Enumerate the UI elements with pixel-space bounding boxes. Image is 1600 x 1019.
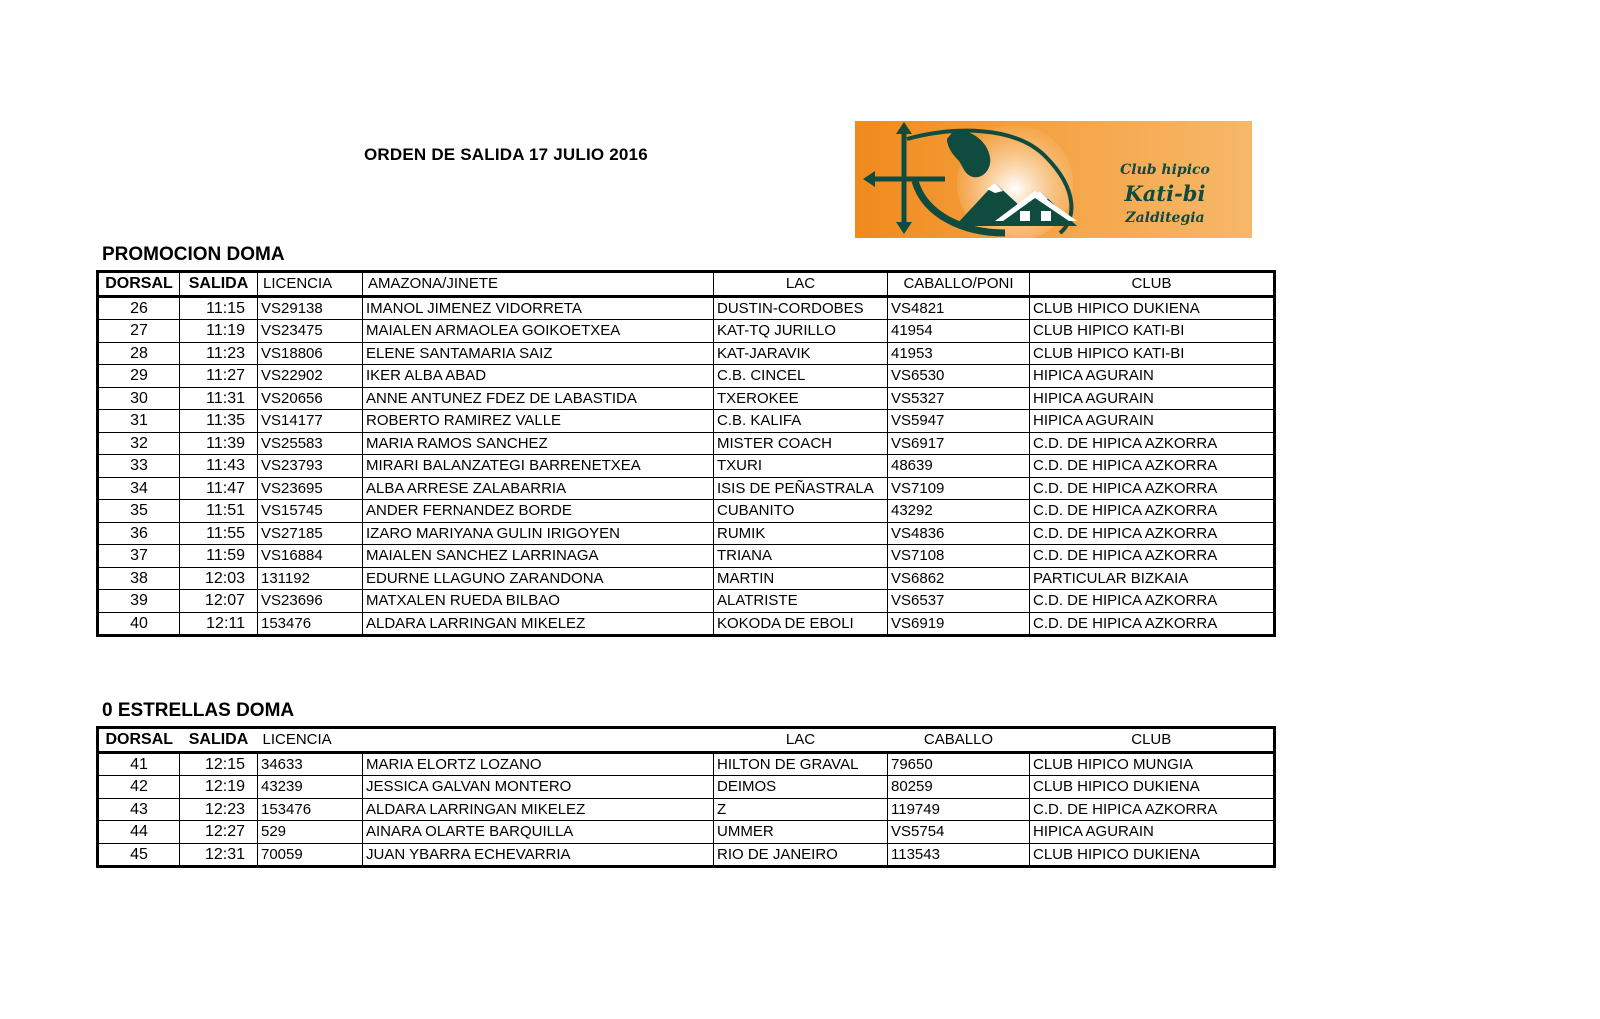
horse-cell: VS5327 bbox=[888, 387, 1030, 410]
salida-cell: 12:23 bbox=[180, 798, 258, 821]
licencia-cell: VS16884 bbox=[258, 545, 363, 568]
club-cell: C.D. DE HIPICA AZKORRA bbox=[1030, 455, 1275, 478]
table-header-row bbox=[98, 272, 1275, 297]
club-cell: C.D. DE HIPICA AZKORRA bbox=[1030, 590, 1275, 613]
licencia-cell: VS23793 bbox=[258, 455, 363, 478]
dorsal-cell: 39 bbox=[98, 590, 180, 613]
table-row bbox=[98, 567, 1275, 590]
col-header-name-blank bbox=[363, 728, 714, 753]
rider-cell: IKER ALBA ABAD bbox=[363, 365, 714, 388]
salida-cell: 12:31 bbox=[180, 843, 258, 867]
salida-cell: 11:47 bbox=[180, 477, 258, 500]
col-header-amazona-jinete: AMAZONA/JINETE bbox=[363, 272, 714, 297]
dorsal-cell: 42 bbox=[98, 776, 180, 799]
lac-cell: C.B. CINCEL bbox=[714, 365, 888, 388]
salida-cell: 11:31 bbox=[180, 387, 258, 410]
salida-cell: 11:51 bbox=[180, 500, 258, 523]
lac-cell: Z bbox=[714, 798, 888, 821]
salida-cell: 12:15 bbox=[180, 752, 258, 776]
dorsal-cell: 34 bbox=[98, 477, 180, 500]
horse-cell: VS4821 bbox=[888, 296, 1030, 320]
licencia-cell: VS18806 bbox=[258, 342, 363, 365]
table-row bbox=[98, 387, 1275, 410]
salida-cell: 11:43 bbox=[180, 455, 258, 478]
col-header-caballo-poni: CABALLO/PONI bbox=[888, 272, 1030, 297]
table-row bbox=[98, 752, 1275, 776]
dorsal-cell: 41 bbox=[98, 752, 180, 776]
salida-cell: 11:39 bbox=[180, 432, 258, 455]
lac-cell: TRIANA bbox=[714, 545, 888, 568]
dorsal-cell: 43 bbox=[98, 798, 180, 821]
rider-cell: EDURNE LLAGUNO ZARANDONA bbox=[363, 567, 714, 590]
table-header-row bbox=[98, 728, 1275, 753]
dorsal-cell: 31 bbox=[98, 410, 180, 433]
horse-cell: 43292 bbox=[888, 500, 1030, 523]
lac-cell: ALATRISTE bbox=[714, 590, 888, 613]
salida-cell: 12:27 bbox=[180, 821, 258, 844]
col-header-salida: SALIDA bbox=[180, 272, 258, 297]
rider-cell: IZARO MARIYANA GULIN IRIGOYEN bbox=[363, 522, 714, 545]
horse-cell: VS4836 bbox=[888, 522, 1030, 545]
club-cell: C.D. DE HIPICA AZKORRA bbox=[1030, 522, 1275, 545]
document-title: ORDEN DE SALIDA 17 JULIO 2016 bbox=[364, 145, 648, 164]
col-header-salida: SALIDA bbox=[180, 728, 258, 753]
club-cell: CLUB HIPICO KATI-BI bbox=[1030, 320, 1275, 343]
dorsal-cell: 37 bbox=[98, 545, 180, 568]
col-header-licencia: LICENCIA bbox=[258, 272, 363, 297]
club-cell: HIPICA AGURAIN bbox=[1030, 387, 1275, 410]
lac-cell: DUSTIN-CORDOBES bbox=[714, 296, 888, 320]
dorsal-cell: 35 bbox=[98, 500, 180, 523]
col-header-lac: LAC bbox=[714, 272, 888, 297]
club-cell: C.D. DE HIPICA AZKORRA bbox=[1030, 545, 1275, 568]
club-cell: C.D. DE HIPICA AZKORRA bbox=[1030, 612, 1275, 636]
rider-cell: ALDARA LARRINGAN MIKELEZ bbox=[363, 612, 714, 636]
rider-cell: MAIALEN ARMAOLEA GOIKOETXEA bbox=[363, 320, 714, 343]
horse-cell: 113543 bbox=[888, 843, 1030, 867]
col-header-dorsal: DORSAL bbox=[98, 272, 180, 297]
lac-cell: RIO DE JANEIRO bbox=[714, 843, 888, 867]
col-header-club: CLUB bbox=[1030, 272, 1275, 297]
club-cell: CLUB HIPICO KATI-BI bbox=[1030, 342, 1275, 365]
licencia-cell: 34633 bbox=[258, 752, 363, 776]
horse-cell: 48639 bbox=[888, 455, 1030, 478]
club-cell: C.D. DE HIPICA AZKORRA bbox=[1030, 477, 1275, 500]
horse-cell: VS5947 bbox=[888, 410, 1030, 433]
licencia-cell: VS15745 bbox=[258, 500, 363, 523]
club-cell: C.D. DE HIPICA AZKORRA bbox=[1030, 798, 1275, 821]
rider-cell: ROBERTO RAMIREZ VALLE bbox=[363, 410, 714, 433]
horse-cell: VS6917 bbox=[888, 432, 1030, 455]
salida-cell: 11:27 bbox=[180, 365, 258, 388]
table-row bbox=[98, 410, 1275, 433]
dorsal-cell: 32 bbox=[98, 432, 180, 455]
table-row bbox=[98, 590, 1275, 613]
dorsal-cell: 45 bbox=[98, 843, 180, 867]
lac-cell: HILTON DE GRAVAL bbox=[714, 752, 888, 776]
horse-cell: VS6862 bbox=[888, 567, 1030, 590]
horse-cell: 41954 bbox=[888, 320, 1030, 343]
table-row bbox=[98, 545, 1275, 568]
rider-cell: JESSICA GALVAN MONTERO bbox=[363, 776, 714, 799]
licencia-cell: 153476 bbox=[258, 612, 363, 636]
horse-cell: 119749 bbox=[888, 798, 1030, 821]
rider-cell: ANDER FERNANDEZ BORDE bbox=[363, 500, 714, 523]
club-cell: HIPICA AGURAIN bbox=[1030, 821, 1275, 844]
club-cell: HIPICA AGURAIN bbox=[1030, 365, 1275, 388]
promocion-doma-table bbox=[96, 270, 1276, 637]
horse-cell: 80259 bbox=[888, 776, 1030, 799]
salida-cell: 11:23 bbox=[180, 342, 258, 365]
logo-line-1: Club hipico bbox=[1120, 162, 1210, 178]
licencia-cell: 529 bbox=[258, 821, 363, 844]
club-cell: CLUB HIPICO MUNGIA bbox=[1030, 752, 1275, 776]
lac-cell: TXURI bbox=[714, 455, 888, 478]
dorsal-cell: 36 bbox=[98, 522, 180, 545]
table-row bbox=[98, 455, 1275, 478]
estrellas-doma-table bbox=[96, 726, 1276, 868]
lac-cell: C.B. KALIFA bbox=[714, 410, 888, 433]
table-row bbox=[98, 522, 1275, 545]
horse-cell: VS5754 bbox=[888, 821, 1030, 844]
table-row bbox=[98, 296, 1275, 320]
licencia-cell: 153476 bbox=[258, 798, 363, 821]
rider-cell: ALBA ARRESE ZALABARRIA bbox=[363, 477, 714, 500]
club-logo bbox=[855, 121, 1252, 238]
licencia-cell: 70059 bbox=[258, 843, 363, 867]
salida-cell: 11:55 bbox=[180, 522, 258, 545]
lac-cell: DEIMOS bbox=[714, 776, 888, 799]
table-row bbox=[98, 500, 1275, 523]
logo-line-2: Kati-bi bbox=[1124, 181, 1206, 206]
dorsal-cell: 40 bbox=[98, 612, 180, 636]
lac-cell: TXEROKEE bbox=[714, 387, 888, 410]
lac-cell: KAT-JARAVIK bbox=[714, 342, 888, 365]
dorsal-cell: 26 bbox=[98, 296, 180, 320]
licencia-cell: VS23475 bbox=[258, 320, 363, 343]
table-row bbox=[98, 798, 1275, 821]
rider-cell: ELENE SANTAMARIA SAIZ bbox=[363, 342, 714, 365]
licencia-cell: VS27185 bbox=[258, 522, 363, 545]
table-row bbox=[98, 477, 1275, 500]
club-cell: C.D. DE HIPICA AZKORRA bbox=[1030, 432, 1275, 455]
rider-cell: ANNE ANTUNEZ FDEZ DE LABASTIDA bbox=[363, 387, 714, 410]
rider-cell: MARIA ELORTZ LOZANO bbox=[363, 752, 714, 776]
rider-cell: MAIALEN SANCHEZ LARRINAGA bbox=[363, 545, 714, 568]
horse-cell: VS7109 bbox=[888, 477, 1030, 500]
rider-cell: JUAN YBARRA ECHEVARRIA bbox=[363, 843, 714, 867]
section-title-0-estrellas: 0 ESTRELLAS DOMA bbox=[102, 700, 295, 721]
dorsal-cell: 30 bbox=[98, 387, 180, 410]
salida-cell: 11:35 bbox=[180, 410, 258, 433]
licencia-cell: VS29138 bbox=[258, 296, 363, 320]
licencia-cell: 43239 bbox=[258, 776, 363, 799]
lac-cell: MARTIN bbox=[714, 567, 888, 590]
logo-line-3: Zalditegia bbox=[1125, 210, 1205, 226]
salida-cell: 11:19 bbox=[180, 320, 258, 343]
club-cell: CLUB HIPICO DUKIENA bbox=[1030, 843, 1275, 867]
table-row bbox=[98, 320, 1275, 343]
licencia-cell: VS20656 bbox=[258, 387, 363, 410]
rider-cell: AINARA OLARTE BARQUILLA bbox=[363, 821, 714, 844]
dorsal-cell: 38 bbox=[98, 567, 180, 590]
salida-cell: 12:11 bbox=[180, 612, 258, 636]
lac-cell: CUBANITO bbox=[714, 500, 888, 523]
col-header-dorsal: DORSAL bbox=[98, 728, 180, 753]
dorsal-cell: 33 bbox=[98, 455, 180, 478]
licencia-cell: VS23695 bbox=[258, 477, 363, 500]
horse-cell: 79650 bbox=[888, 752, 1030, 776]
table-row bbox=[98, 776, 1275, 799]
lac-cell: RUMIK bbox=[714, 522, 888, 545]
rider-cell: MATXALEN RUEDA BILBAO bbox=[363, 590, 714, 613]
salida-cell: 12:07 bbox=[180, 590, 258, 613]
dorsal-cell: 29 bbox=[98, 365, 180, 388]
licencia-cell: 131192 bbox=[258, 567, 363, 590]
table-row bbox=[98, 612, 1275, 636]
lac-cell: KOKODA DE EBOLI bbox=[714, 612, 888, 636]
salida-cell: 12:19 bbox=[180, 776, 258, 799]
horse-cell: VS6919 bbox=[888, 612, 1030, 636]
table-row bbox=[98, 342, 1275, 365]
table-row bbox=[98, 365, 1275, 388]
col-header-lac: LAC bbox=[714, 728, 888, 753]
horse-cell: 41953 bbox=[888, 342, 1030, 365]
col-header-licencia: LICENCIA bbox=[258, 728, 363, 753]
rider-cell: IMANOL JIMENEZ VIDORRETA bbox=[363, 296, 714, 320]
dorsal-cell: 44 bbox=[98, 821, 180, 844]
horse-cell: VS7108 bbox=[888, 545, 1030, 568]
licencia-cell: VS14177 bbox=[258, 410, 363, 433]
col-header-club: CLUB bbox=[1030, 728, 1275, 753]
licencia-cell: VS23696 bbox=[258, 590, 363, 613]
horse-cell: VS6530 bbox=[888, 365, 1030, 388]
rider-cell: MIRARI BALANZATEGI BARRENETXEA bbox=[363, 455, 714, 478]
table-row bbox=[98, 843, 1275, 867]
lac-cell: ISIS DE PEÑASTRALA bbox=[714, 477, 888, 500]
club-cell: HIPICA AGURAIN bbox=[1030, 410, 1275, 433]
licencia-cell: VS22902 bbox=[258, 365, 363, 388]
lac-cell: MISTER COACH bbox=[714, 432, 888, 455]
rider-cell: ALDARA LARRINGAN MIKELEZ bbox=[363, 798, 714, 821]
col-header-caballo: CABALLO bbox=[888, 728, 1030, 753]
club-cell: PARTICULAR BIZKAIA bbox=[1030, 567, 1275, 590]
rider-cell: MARIA RAMOS SANCHEZ bbox=[363, 432, 714, 455]
salida-cell: 12:03 bbox=[180, 567, 258, 590]
table-row bbox=[98, 432, 1275, 455]
club-cell: CLUB HIPICO DUKIENA bbox=[1030, 296, 1275, 320]
lac-cell: KAT-TQ JURILLO bbox=[714, 320, 888, 343]
dorsal-cell: 27 bbox=[98, 320, 180, 343]
club-cell: C.D. DE HIPICA AZKORRA bbox=[1030, 500, 1275, 523]
table-row bbox=[98, 821, 1275, 844]
club-cell: CLUB HIPICO DUKIENA bbox=[1030, 776, 1275, 799]
lac-cell: UMMER bbox=[714, 821, 888, 844]
dorsal-cell: 28 bbox=[98, 342, 180, 365]
salida-cell: 11:59 bbox=[180, 545, 258, 568]
section-title-promocion: PROMOCION DOMA bbox=[102, 244, 285, 265]
horse-cell: VS6537 bbox=[888, 590, 1030, 613]
salida-cell: 11:15 bbox=[180, 296, 258, 320]
licencia-cell: VS25583 bbox=[258, 432, 363, 455]
